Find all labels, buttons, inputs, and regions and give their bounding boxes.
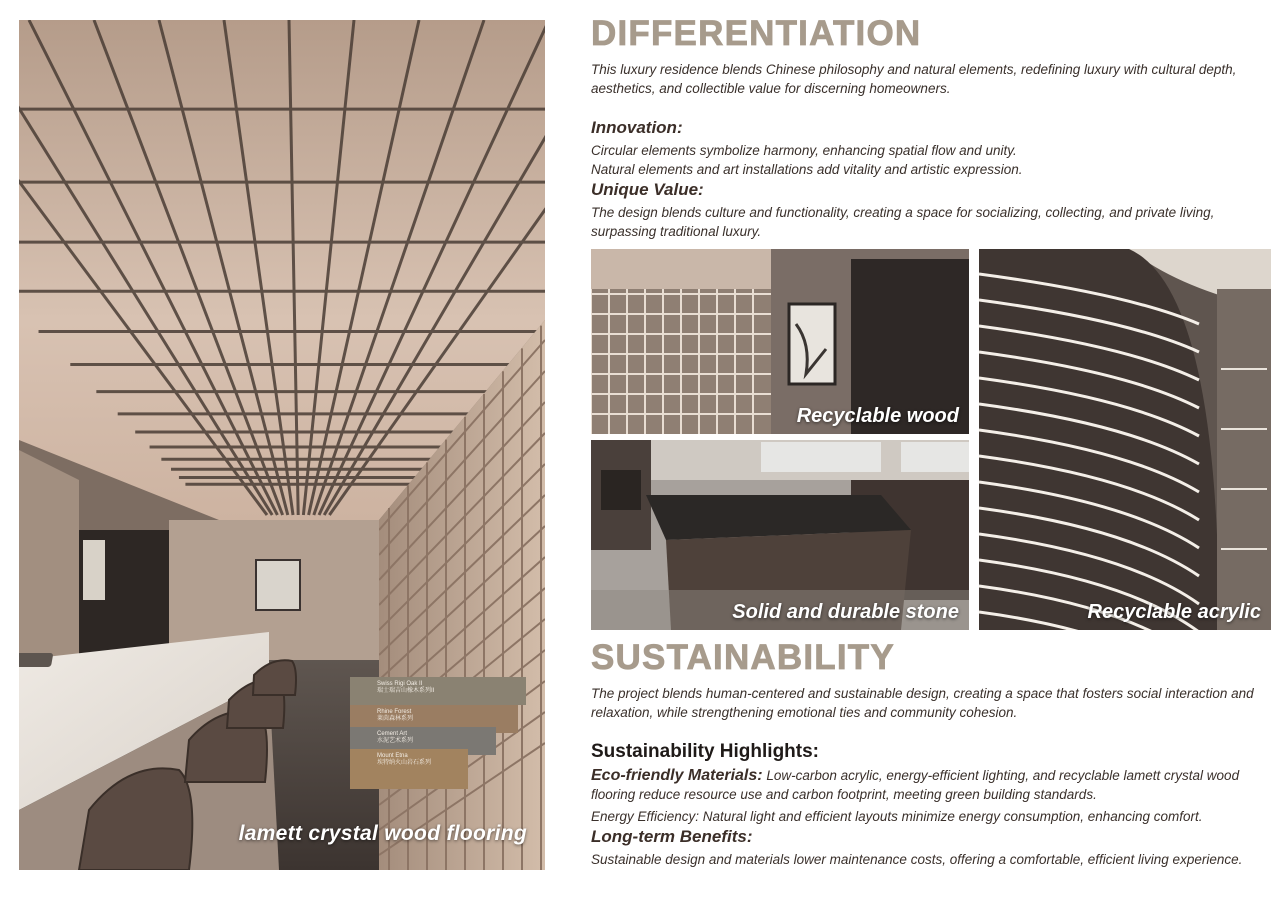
hero-caption: lamett crystal wood flooring	[238, 822, 527, 845]
flooring-swatch-card	[350, 677, 526, 793]
swatch-mount-etna	[350, 749, 468, 789]
acrylic-wine-wall-photo	[979, 249, 1271, 630]
innovation-line-2: Natural elements and art installations add vitality and artistic expression.	[591, 162, 1023, 177]
swatch-name: Cement Art	[377, 731, 408, 737]
sustainability-intro: The project blends human-centered and sustainable design, creating a space that fosters social interaction and relaxation, while strengthening emotional ties and community cohesion.	[591, 686, 1254, 720]
swatch-name: Mount Etna	[377, 753, 408, 759]
long-term-benefits-label: Long-term Benefits:	[591, 827, 753, 846]
acrylic-wine-wall-illustration	[979, 249, 1271, 630]
stone-caption: Solid and durable stone	[732, 601, 959, 623]
sustainability-highlights-label: Sustainability Highlights:	[591, 741, 820, 762]
swatch-swiss-rigi-oak	[350, 677, 526, 705]
sustainability-title: SUSTAINABILITY	[591, 638, 895, 677]
innovation-line-1: Circular elements symbolize harmony, enhancing spatial flow and unity.	[591, 143, 1017, 158]
swatch-subtitle: 水泥艺术系列	[377, 738, 414, 744]
innovation-label: Innovation:	[591, 118, 683, 137]
stone-kitchen-photo	[591, 440, 969, 630]
differentiation-title: DIFFERENTIATION	[591, 14, 922, 53]
differentiation-intro: This luxury residence blends Chinese philosophy and natural elements, redefining luxury with cultural depth, aesthetics, and collectible value for discerning homeowners.	[591, 62, 1237, 96]
wood-caption: Recyclable wood	[796, 405, 959, 427]
acrylic-caption: Recyclable acrylic	[1087, 601, 1261, 623]
swatch-name: Rhine Forest	[377, 709, 412, 715]
energy-efficiency-text: Energy Efficiency: Natural light and efficient layouts minimize energy consumption, enhancing comfort.	[591, 809, 1203, 824]
unique-value-text: The design blends culture and functionality, creating a space for socializing, collecting, and private living, surpassing traditional luxury.	[591, 205, 1215, 239]
eco-friendly-paragraph	[591, 766, 1261, 804]
swatch-subtitle: 瑞士瑞吉山橡木系列II	[377, 688, 435, 694]
swatch-subtitle: 莱茵森林系列	[377, 716, 414, 722]
eco-friendly-text: Low-carbon acrylic, energy-efficient lighting, and recyclable lamett crystal wood flooring reduce resource use and carbon footprint, meeting green building standards.	[591, 768, 1240, 802]
unique-value-label: Unique Value:	[591, 180, 704, 199]
swatch-subtitle: 埃特纳火山岩石系列	[377, 760, 432, 766]
swatch-name: Swiss Rigi Oak II	[377, 681, 423, 687]
recyclable-wood-photo	[591, 249, 969, 434]
hero-photo	[19, 20, 545, 870]
eco-friendly-label: Eco-friendly Materials:	[591, 767, 763, 784]
long-term-benefits-text: Sustainable design and materials lower maintenance costs, offering a comfortable, efficient living experience.	[591, 852, 1243, 867]
